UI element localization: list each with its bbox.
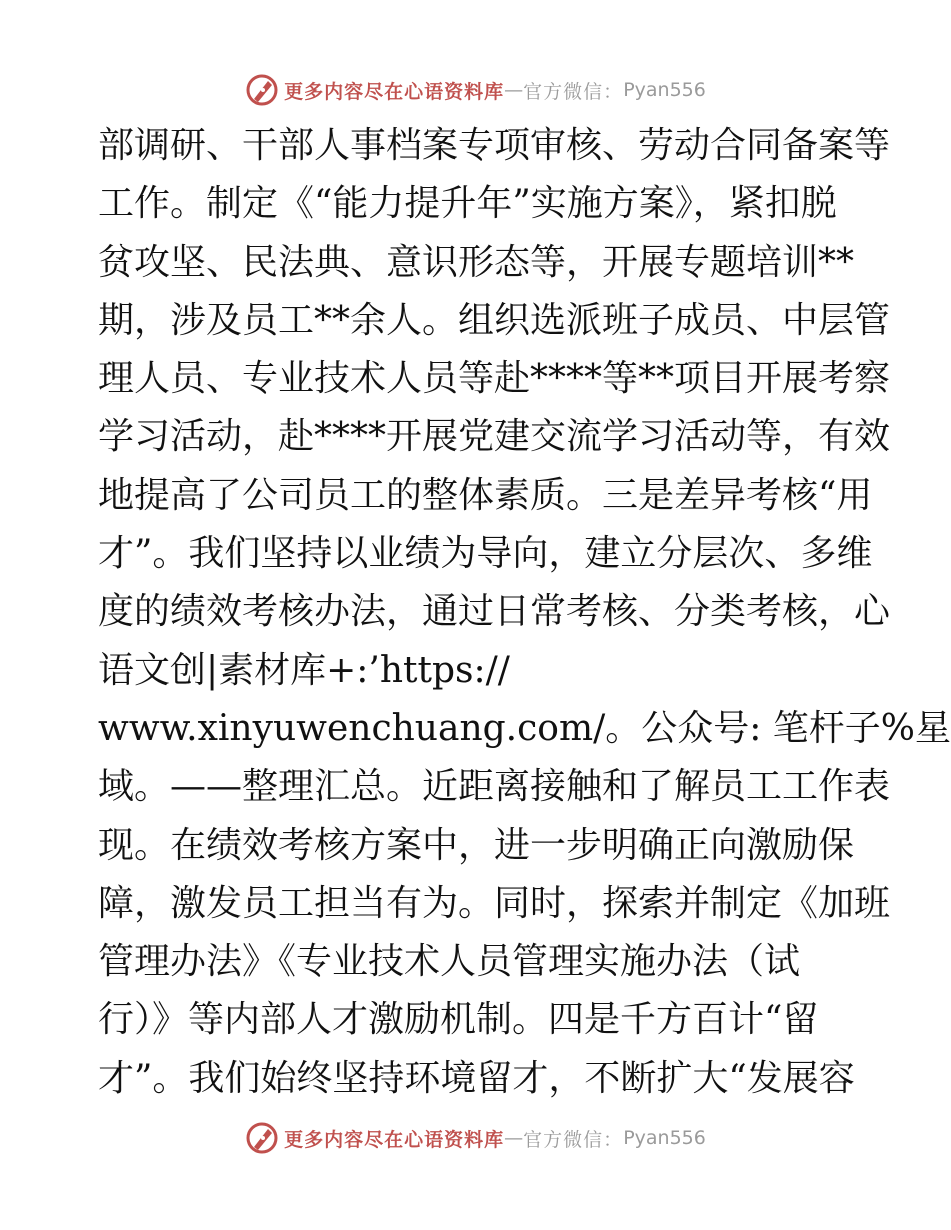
banner-brand-text: 更多内容尽在心语资料库 [284, 1128, 505, 1151]
body-line: 工作。制定《“能力提升年”实施方案》，紧扣脱 [98, 183, 837, 225]
body-line: 管理办法》《专业技术人员管理实施办法（试 [98, 941, 801, 983]
banner-official-label: 官方微信： [523, 1128, 624, 1151]
banner-brand-text: 更多内容尽在心语资料库 [284, 80, 505, 103]
body-line: 部调研、干部人事档案专项审核、劳动合同备案等 [98, 125, 891, 166]
banner-account-id: Pyan556 [623, 79, 706, 101]
document-body [98, 117, 951, 1108]
banner-dash: — [504, 79, 524, 101]
body-line: 度的绩效考核办法，通过日常考核、分类考核，心 [98, 591, 891, 633]
body-line: 现。在绩效考核方案中，进一步明确正向激励保 [98, 824, 855, 866]
body-line: 理人员、专业技术人员等赴****等**项目开展考察 [98, 358, 891, 400]
banner-dash: — [504, 1127, 524, 1149]
body-line: 期，涉及员工**余人。组织选派班子成员、中层管 [98, 299, 891, 341]
body-line: 学习活动，赴****开展党建交流学习活动等，有效 [98, 416, 891, 458]
banner-account-id: Pyan556 [623, 1127, 706, 1149]
body-line: 才”。我们坚持以业绩为导向，建立分层次、多维 [98, 533, 873, 575]
banner-official-label: 官方微信： [523, 80, 624, 103]
footer-banner [0, 1118, 950, 1158]
pen-nib-logo-icon [244, 1120, 280, 1156]
body-line: 才”。我们始终坚持环境留才，不断扩大“发展容 [98, 1057, 855, 1099]
body-line: www.xinyuwenchuang.com/。公众号: 笔杆子%星 [98, 707, 951, 749]
pen-nib-logo-icon [244, 72, 280, 108]
body-line: 语文创|素材库+:’https:// [98, 649, 510, 691]
body-line: 域。——整理汇总。近距离接触和了解员工工作表 [98, 766, 891, 808]
body-line: 地提高了公司员工的整体素质。三是差异考核“用 [98, 474, 873, 516]
header-banner [0, 70, 950, 110]
body-line: 行）》等内部人才激励机制。四是千方百计“留 [98, 999, 819, 1041]
body-line: 贫攻坚、民法典、意识形态等，开展专题培训** [98, 241, 855, 283]
body-line: 障，激发员工担当有为。同时，探索并制定《加班 [98, 882, 891, 924]
